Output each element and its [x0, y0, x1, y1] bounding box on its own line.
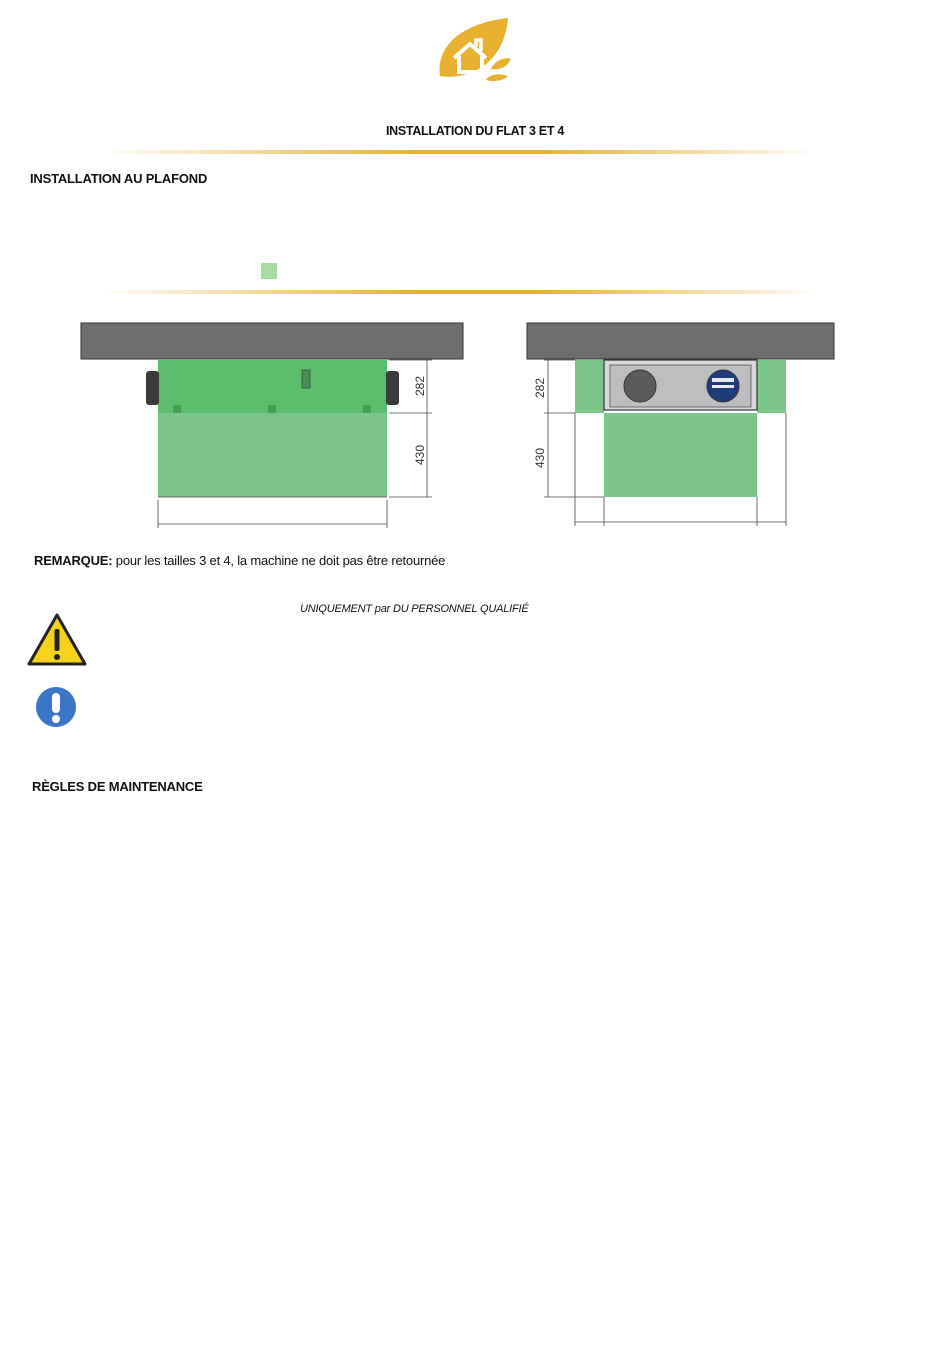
- duct-collar-left: [146, 371, 159, 405]
- diagram-side-view: [78, 320, 468, 532]
- control-box: [302, 370, 310, 388]
- brand-logo: [432, 14, 516, 84]
- section-heading-ceiling: INSTALLATION AU PLAFOND: [30, 171, 208, 186]
- foot-3: [363, 405, 371, 413]
- foot-1: [173, 405, 181, 413]
- page-title: INSTALLATION DU FLAT 3 ET 4: [385, 124, 564, 138]
- ceiling-slab: [81, 323, 463, 359]
- dim-top-label: 282: [533, 377, 547, 399]
- leaf-house-logo-icon: [432, 14, 516, 84]
- foot-2: [268, 405, 276, 413]
- diagram-front-view: [524, 320, 840, 532]
- section-heading-maintenance: RÈGLES DE MAINTENANCE: [32, 779, 203, 794]
- duct-circle: [624, 370, 656, 402]
- info-exclamation-icon: [35, 686, 77, 728]
- clearance-below: [604, 413, 757, 497]
- ceiling-slab: [527, 323, 834, 359]
- duct-collar-right: [386, 371, 399, 405]
- title-divider: [100, 150, 820, 154]
- clearance-legend-swatch: [261, 263, 277, 279]
- remark-label: REMARQUE:: [34, 553, 113, 568]
- dim-bottom-label: 430: [533, 447, 547, 469]
- warning-triangle-icon: [26, 612, 88, 668]
- qualified-personnel-note: UNIQUEMENT par DU PERSONNEL QUALIFIÉ: [300, 603, 529, 615]
- section-divider: [100, 290, 820, 294]
- remark-line: [34, 553, 445, 568]
- clearance-zone: [158, 413, 387, 497]
- clearance-right: [757, 360, 786, 413]
- remark-text: pour les tailles 3 et 4, la machine ne doit pas être retournée: [112, 553, 446, 568]
- dim-bottom-label: 430: [413, 444, 427, 466]
- dim-top-label: 282: [413, 375, 427, 397]
- clearance-left: [575, 360, 604, 413]
